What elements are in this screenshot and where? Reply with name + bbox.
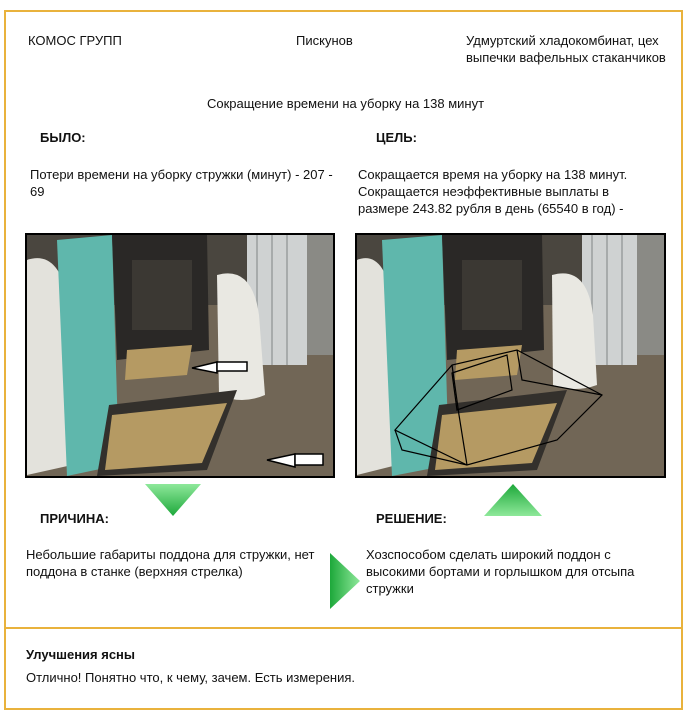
footer-comment: Отлично! Понятно что, к чему, зачем. Есть измерения. [26, 670, 356, 685]
page-subtitle: Сокращение времени на уборку на 138 минут [206, 96, 485, 111]
solution-heading: РЕШЕНИЕ: [376, 511, 447, 526]
goal-text: Сокращается время на уборку на 138 минут. Сокращается неэффективные выплаты в размере 243.82 рубля в день (65540 в год) - [358, 167, 628, 216]
cause-heading: ПРИЧИНА: [40, 511, 109, 526]
footer-title: Улучшения ясны [26, 647, 136, 662]
goal-photo [355, 233, 666, 478]
before-text: Потери времени на уборку стружки (минут) - 207 - 69 [30, 167, 333, 199]
company-name: КОМОС ГРУПП [28, 33, 122, 48]
cause-text: Небольшие габариты поддона для стружки, нет поддона в станке (верхняя стрелка) [26, 547, 315, 579]
solution-text: Хозспособом сделать широкий поддон с высокими бортами и горлышком для отсыпа стружки [366, 547, 635, 596]
before-heading: БЫЛО: [40, 130, 86, 145]
goal-heading: ЦЕЛЬ: [376, 130, 417, 145]
right-arrow-icon [330, 553, 360, 609]
before-photo [25, 233, 335, 478]
author-name: Пискунов [296, 33, 353, 48]
up-arrow-icon [484, 484, 542, 516]
footer-divider [4, 627, 683, 629]
location-text: Удмуртский хладокомбинат, цех выпечки вафельных стаканчиков [466, 33, 666, 65]
down-arrow-icon [145, 484, 201, 516]
